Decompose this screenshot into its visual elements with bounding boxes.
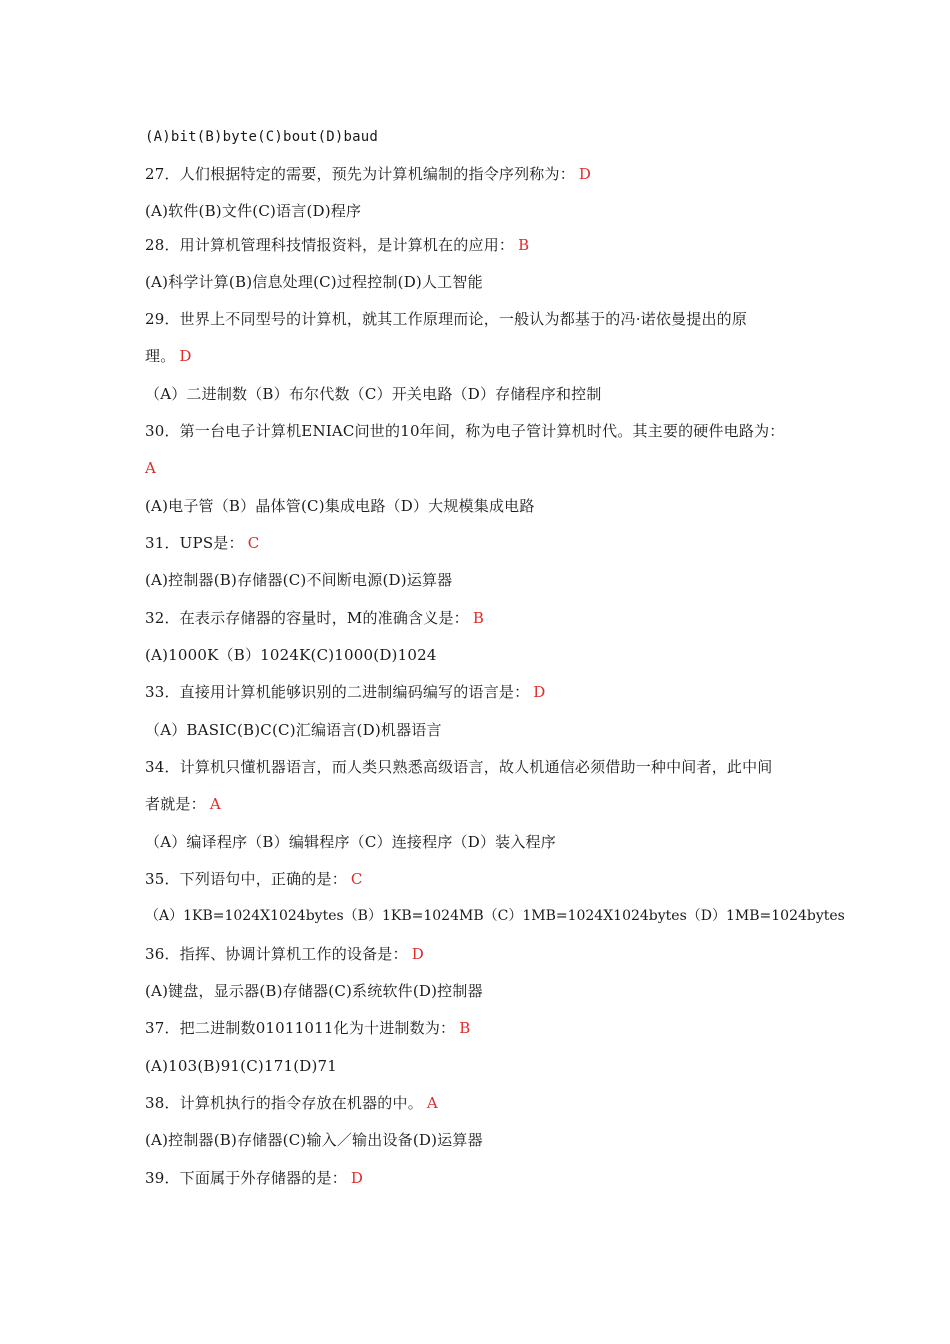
question-30 (145, 421, 785, 441)
question-text: 28．用计算机管理科技情报资料，是计算机在的应用： (145, 236, 515, 254)
question-text: 34．计算机只懂机器语言，而人类只熟悉高级语言，故人机通信必须借助一种中间者，此中间 (145, 758, 773, 776)
answer-mark: D (578, 165, 592, 183)
question-28 (145, 235, 529, 255)
line-text: (A)bit(B)byte(C)bout(D)baud (145, 129, 378, 145)
answer-mark: B (459, 1019, 471, 1037)
option-line-31 (145, 570, 452, 590)
line-text: (A)软件(B)文件(C)语言(D)程序 (145, 202, 362, 220)
question-text: 29．世界上不同型号的计算机，就其工作原理而论，一般认为都基于的冯·诺依曼提出的原 (145, 310, 748, 328)
question-text: 39．下面属于外存储器的是： (145, 1169, 347, 1187)
answer-mark: D (179, 347, 192, 365)
option-line-38 (145, 1130, 483, 1150)
question-text: 33．直接用计算机能够识别的二进制编码编写的语言是： (145, 683, 530, 701)
option-line-36 (145, 981, 483, 1001)
line-text: （A）BASIC(B)C(C)汇编语言(D)机器语言 (145, 721, 442, 739)
question-text: 者就是： (145, 795, 206, 813)
question-35 (145, 869, 363, 889)
question-30-continued (145, 458, 156, 478)
option-line-27 (145, 201, 361, 221)
option-line-33 (145, 720, 442, 740)
question-38 (145, 1093, 438, 1113)
question-text: 理。 (145, 347, 176, 365)
option-line-37 (145, 1056, 337, 1076)
question-39 (145, 1168, 363, 1188)
option-line-34 (145, 832, 556, 852)
answer-mark: D (350, 1169, 364, 1187)
question-text: 30．第一台电子计算机ENIAC问世的10年间，称为电子管计算机时代。其主要的硬件电路为： (145, 422, 785, 440)
option-line-28 (145, 272, 483, 292)
question-text: 35．下列语句中，正确的是： (145, 870, 347, 888)
line-text: (A)1000K（B）1024K(C)1000(D)1024 (145, 646, 437, 664)
line-text: (A)控制器(B)存储器(C)输入／输出设备(D)运算器 (145, 1131, 483, 1149)
question-text: 31．UPS是： (145, 534, 244, 552)
answer-mark: D (533, 683, 546, 701)
question-34-continued (145, 794, 221, 814)
option-line-35 (145, 906, 845, 926)
question-29-continued (145, 346, 192, 366)
question-36 (145, 944, 424, 964)
line-text: （A）1KB=1024X1024bytes（B）1KB=1024MB（C）1MB=1024X1024bytes（D）1MB=1024bytes (145, 908, 845, 924)
option-line-29 (145, 384, 602, 404)
answer-mark: A (145, 459, 157, 477)
line-text: (A)科学计算(B)信息处理(C)过程控制(D)人工智能 (145, 273, 483, 291)
question-34 (145, 757, 773, 777)
answer-mark: A (209, 795, 221, 813)
answer-mark: B (518, 236, 530, 254)
line-text: (A)键盘，显示器(B)存储器(C)系统软件(D)控制器 (145, 982, 483, 1000)
question-text: 32．在表示存储器的容量时，M的准确含义是： (145, 609, 469, 627)
question-29 (145, 309, 747, 329)
line-text: (A)电子管（B）晶体管(C)集成电路（D）大规模集成电路 (145, 497, 535, 515)
question-text: 27．人们根据特定的需要，预先为计算机编制的指令序列称为： (145, 165, 575, 183)
question-31 (145, 533, 259, 553)
question-text: 36．指挥、协调计算机工作的设备是： (145, 945, 408, 963)
line-text: （A）二进制数（B）布尔代数（C）开关电路（D）存储程序和控制 (145, 385, 602, 403)
line-text: （A）编译程序（B）编辑程序（C）连接程序（D）装入程序 (145, 833, 556, 851)
option-line-32 (145, 645, 437, 665)
answer-mark: D (411, 945, 424, 963)
option-line-26 (145, 127, 378, 147)
question-37 (145, 1018, 470, 1038)
question-text: 37．把二进制数01011011化为十进制数为： (145, 1019, 456, 1037)
line-text: (A)控制器(B)存储器(C)不间断电源(D)运算器 (145, 571, 453, 589)
question-27 (145, 164, 591, 184)
answer-mark: C (350, 870, 363, 888)
option-line-30 (145, 496, 535, 516)
answer-mark: C (247, 534, 260, 552)
question-text: 38．计算机执行的指令存放在机器的中。 (145, 1094, 423, 1112)
line-text: (A)103(B)91(C)171(D)71 (145, 1057, 338, 1075)
question-33 (145, 682, 546, 702)
question-32 (145, 608, 484, 628)
answer-mark: A (426, 1094, 438, 1112)
answer-mark: B (472, 609, 485, 627)
